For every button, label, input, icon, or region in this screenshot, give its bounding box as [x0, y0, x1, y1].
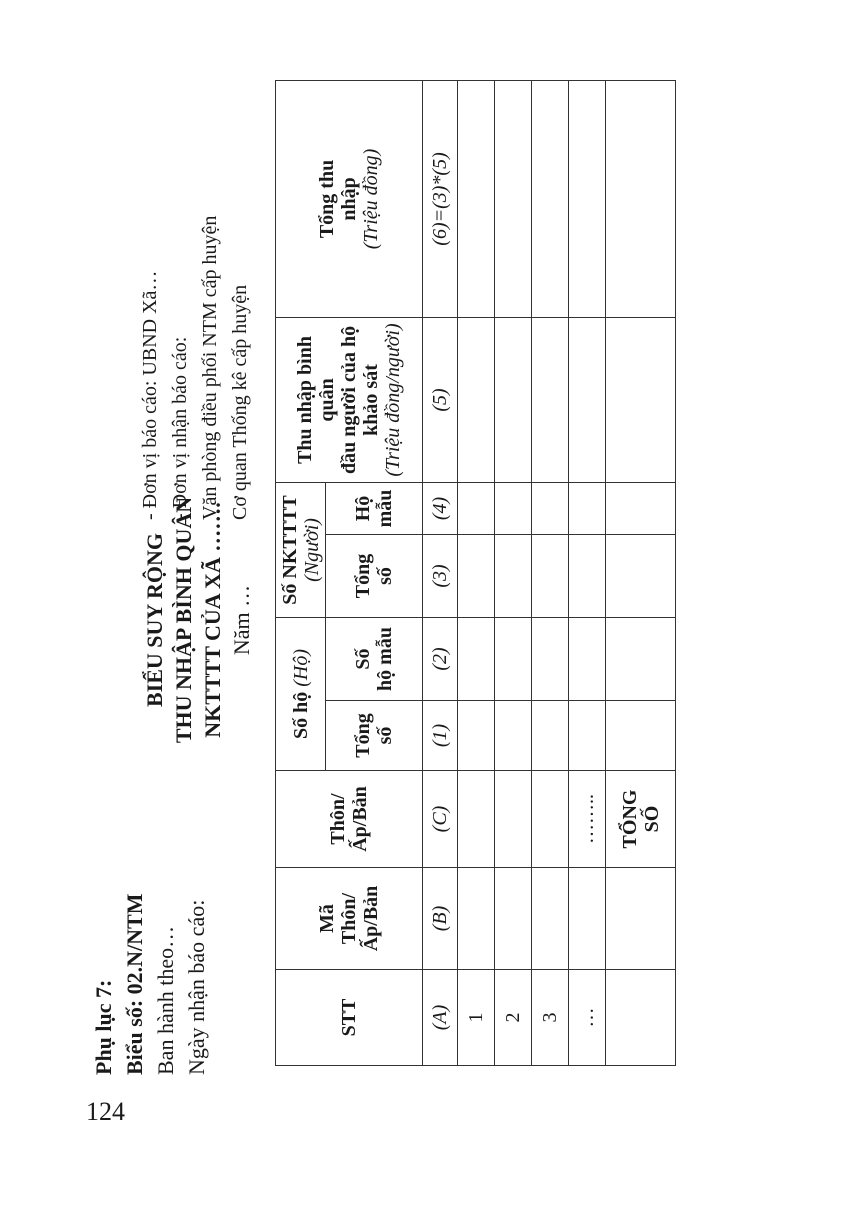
- village-header-line-2: Ấp/Bản: [349, 786, 371, 852]
- total-label: [606, 771, 676, 868]
- title-line-2: THU NHẬP BÌNH QUÂN: [171, 496, 196, 744]
- code-header: [276, 868, 423, 970]
- workers-unit: (Người): [300, 518, 323, 582]
- table-row: [569, 80, 606, 1065]
- table-row: [458, 80, 495, 1065]
- code-header-line-2: Thôn/: [338, 892, 360, 945]
- code-cell: (4): [423, 482, 458, 534]
- code-cell: (6)=(3)*(5): [423, 80, 458, 317]
- total-row: [606, 80, 676, 1065]
- report-table-wrap: [275, 81, 675, 1066]
- title-line-1: BIỂU SUY RỘNG: [142, 533, 167, 707]
- title-year: Năm …: [229, 584, 254, 656]
- code-cell: (2): [423, 617, 458, 700]
- receive-date: Ngày nhận báo cáo:: [184, 899, 209, 1075]
- table-row: [495, 80, 532, 1065]
- form-info: [88, 755, 212, 1075]
- workers-total-line-1: Tổng: [352, 553, 374, 599]
- avg-income-header: [276, 317, 423, 482]
- households-unit: (Hộ): [289, 648, 312, 687]
- total-income-line-1: Tổng thu: [316, 159, 338, 239]
- workers-label: Số NKTTTT: [278, 495, 301, 605]
- issued-by: Ban hành theo…: [153, 925, 178, 1075]
- title-line-3: NKTTTT CỦA XÃ …….: [200, 502, 225, 738]
- households-total-line-2: số: [374, 726, 396, 745]
- code-cell: (3): [423, 534, 458, 617]
- avg-income-line-3: khảo sát: [360, 364, 382, 436]
- households-sample-header: [326, 617, 423, 700]
- households-header: [276, 617, 326, 770]
- workers-total-header: [326, 534, 423, 617]
- row-number: 3: [532, 970, 569, 1066]
- avg-income-unit: (Triệu đồng/người): [382, 323, 404, 477]
- village-header: [276, 771, 423, 868]
- form-number: Biểu số: 02.N/NTM: [122, 893, 147, 1075]
- total-income-line-2: nhập: [338, 177, 360, 221]
- village-header-line-1: Thôn/: [327, 793, 349, 845]
- row-number: 2: [495, 970, 532, 1066]
- row-number: …: [569, 970, 606, 1066]
- avg-income-line-2: đầu người của hộ: [338, 325, 360, 475]
- households-sample-line-1: Số: [352, 648, 374, 670]
- code-header-line-1: Mã: [316, 904, 338, 933]
- receiving-unit: - Đơn vị nhận báo cáo:: [169, 336, 191, 520]
- rotated-page: [80, 75, 680, 1075]
- code-cell: (B): [423, 868, 458, 970]
- code-row: [423, 80, 458, 1065]
- households-total-header: [326, 701, 423, 771]
- code-cell: (C): [423, 771, 458, 868]
- receiver-2: Cơ quan Thống kê cấp huyện: [229, 284, 251, 520]
- households-label: Số hộ: [289, 691, 312, 739]
- row-number: 1: [458, 970, 495, 1066]
- households-sample-line-2: hộ mẫu: [374, 627, 396, 691]
- total-label-line-2: SỐ: [640, 805, 663, 833]
- code-cell: (5): [423, 317, 458, 482]
- appendix-label: Phụ lục 7:: [91, 979, 116, 1075]
- workers-total-line-2: số: [374, 567, 396, 585]
- workers-header: [276, 482, 326, 617]
- code-header-line-3: Ấp/Bản: [360, 885, 382, 952]
- receiver-1: Văn phòng điều phối NTM cấp huyện: [199, 215, 221, 520]
- households-total-line-1: Tổng: [352, 713, 374, 758]
- code-cell: (A): [423, 970, 458, 1066]
- workers-sample-header: [326, 482, 423, 534]
- avg-income-line-1: Thu nhập bình quân: [294, 336, 338, 464]
- total-label-line-1: TỔNG: [618, 789, 641, 849]
- code-cell: (1): [423, 701, 458, 771]
- reporting-unit: - Đơn vị báo cáo: UBND Xã…: [139, 270, 161, 520]
- report-units: [135, 60, 255, 520]
- page-number: 124: [86, 1097, 125, 1126]
- report-table: [275, 80, 676, 1066]
- header-row-1: [276, 80, 326, 1065]
- stt-header: STT: [276, 970, 423, 1066]
- workers-sample-line-1: Hộ: [352, 495, 374, 522]
- table-row: [532, 80, 569, 1065]
- workers-sample-line-2: mẫu: [374, 489, 396, 528]
- total-income-header: [276, 80, 423, 317]
- total-income-unit: (Triệu đồng): [360, 148, 382, 250]
- dots-cell: ……..: [569, 771, 606, 868]
